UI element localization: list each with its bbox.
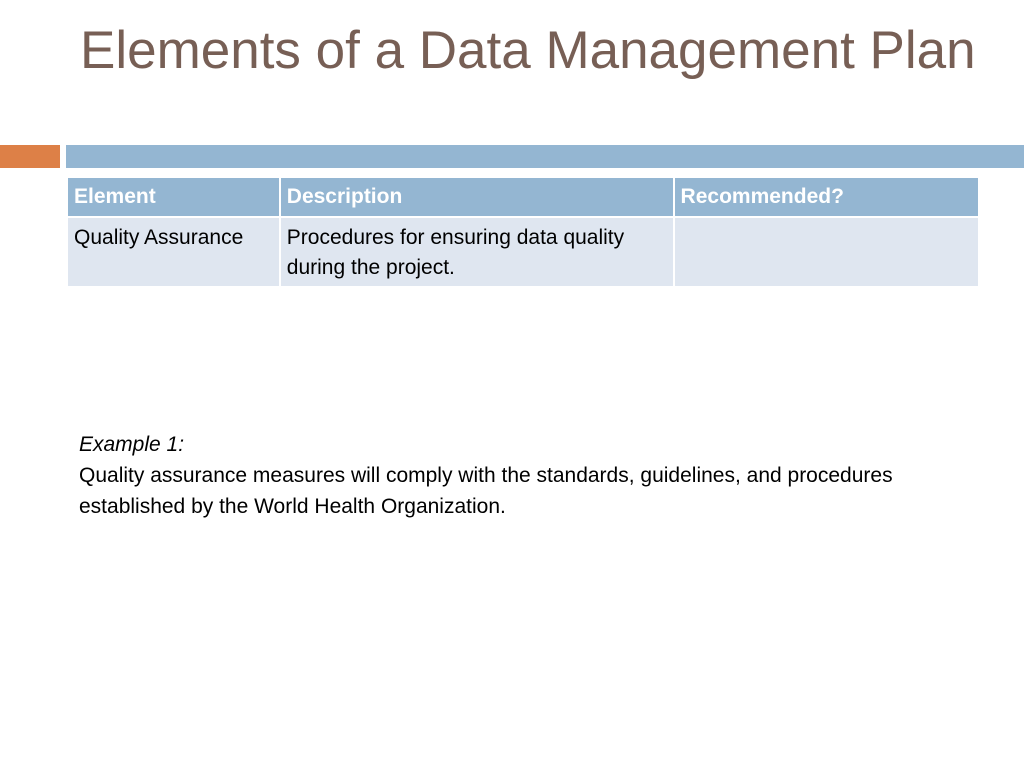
cell-recommended: [675, 218, 978, 286]
accent-bar-orange: [0, 145, 60, 168]
elements-table: [66, 176, 980, 288]
accent-bar-blue: [66, 145, 1024, 168]
table-row: [68, 218, 978, 286]
cell-description: Procedures for ensuring data quality during the project.: [281, 218, 673, 286]
header-element: Element: [68, 178, 279, 216]
example-block: [79, 429, 979, 522]
header-recommended: Recommended?: [675, 178, 978, 216]
example-label: Example 1:: [79, 433, 185, 456]
slide-title: Elements of a Data Management Plan: [80, 21, 976, 80]
cell-element: Quality Assurance: [68, 218, 279, 286]
table-header-row: [68, 178, 978, 216]
header-description: Description: [281, 178, 673, 216]
example-text: Quality assurance measures will comply with the standards, guidelines, and procedures established by the World Health Organization.: [79, 464, 893, 518]
